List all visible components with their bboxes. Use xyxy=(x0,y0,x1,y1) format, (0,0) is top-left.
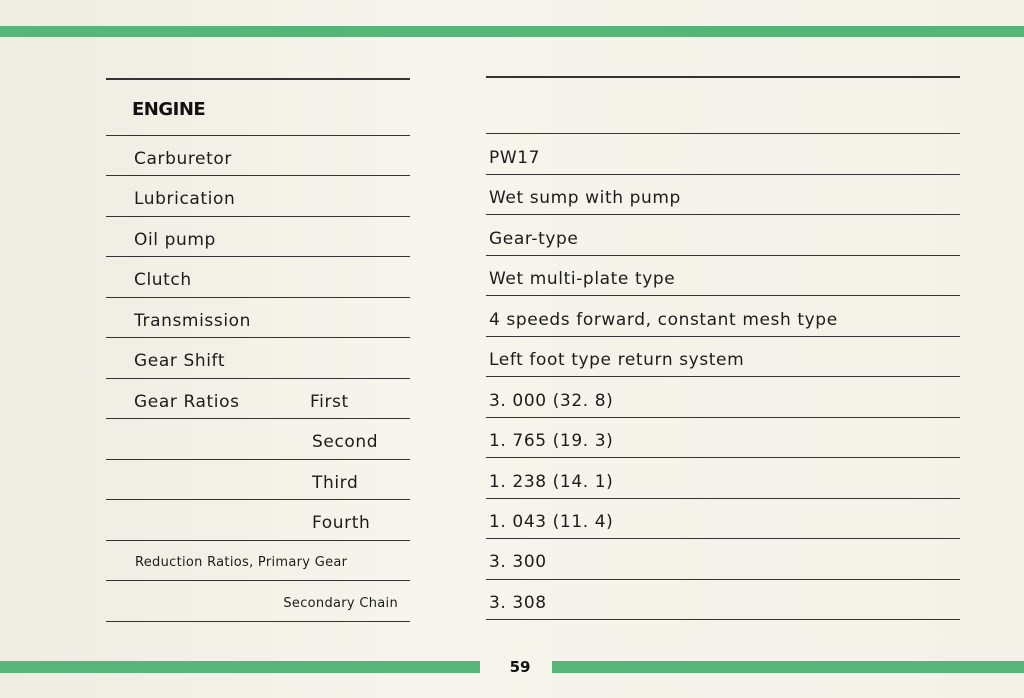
left-rule-13 xyxy=(106,621,410,622)
row-value-third: 1. 238 (14. 1) xyxy=(489,472,614,492)
row-value-primary-gear: 3. 300 xyxy=(489,552,547,572)
row-label-reduction-ratios: Reduction Ratios, Primary Gear xyxy=(135,555,348,570)
left-rule-11 xyxy=(106,540,410,541)
row-value-secondary-chain: 3. 308 xyxy=(489,593,547,613)
row-value-oil-pump: Gear-type xyxy=(489,229,579,249)
row-sub-fourth: Fourth xyxy=(312,513,371,533)
right-rule-5 xyxy=(486,295,960,296)
row-sub-second: Second xyxy=(312,432,379,452)
row-label-gear-shift: Gear Shift xyxy=(134,351,226,371)
row-value-clutch: Wet multi-plate type xyxy=(489,269,676,289)
row-value-transmission: 4 speeds forward, constant mesh type xyxy=(489,310,838,330)
row-value-lubrication: Wet sump with pump xyxy=(489,188,681,208)
row-value-first: 3. 000 (32. 8) xyxy=(489,391,614,411)
left-rule-6 xyxy=(106,337,410,338)
row-label-gear-ratios: Gear Ratios xyxy=(134,392,240,412)
left-rule-4 xyxy=(106,256,410,257)
top-green-band xyxy=(0,26,1024,37)
row-value-gear-shift: Left foot type return system xyxy=(489,350,745,370)
row-value-carburetor: PW17 xyxy=(489,148,541,168)
right-rule-7 xyxy=(486,376,960,377)
right-rule-13 xyxy=(486,619,960,620)
right-rule-2 xyxy=(486,174,960,175)
row-label-clutch: Clutch xyxy=(134,270,192,290)
row-sub-secondary-chain: Secondary Chain xyxy=(283,596,398,611)
left-rule-10 xyxy=(106,499,410,500)
right-rule-12 xyxy=(486,579,960,580)
row-sub-third: Third xyxy=(312,473,359,493)
bottom-green-band-right xyxy=(552,661,1024,673)
left-rule-5 xyxy=(106,297,410,298)
row-label-lubrication: Lubrication xyxy=(134,189,236,209)
left-rule-7 xyxy=(106,378,410,379)
left-header-rule xyxy=(106,78,410,80)
right-header-rule xyxy=(486,76,960,78)
right-rule-3 xyxy=(486,214,960,215)
right-rule-6 xyxy=(486,336,960,337)
left-rule-12 xyxy=(106,580,410,581)
row-label-carburetor: Carburetor xyxy=(134,149,232,169)
right-rule-1 xyxy=(486,133,960,134)
row-label-oil-pump: Oil pump xyxy=(134,230,216,250)
right-rule-4 xyxy=(486,255,960,256)
page-number: 59 xyxy=(509,658,531,676)
right-rule-11 xyxy=(486,538,960,539)
right-rule-8 xyxy=(486,417,960,418)
row-label-transmission: Transmission xyxy=(134,311,252,331)
right-rule-10 xyxy=(486,498,960,499)
left-rule-8 xyxy=(106,418,410,419)
bottom-green-band-left xyxy=(0,661,480,673)
row-value-second: 1. 765 (19. 3) xyxy=(489,431,614,451)
left-rule-3 xyxy=(106,216,410,217)
left-rule-9 xyxy=(106,459,410,460)
left-rule-2 xyxy=(106,175,410,176)
row-sub-first: First xyxy=(310,392,349,412)
left-rule-1 xyxy=(106,135,410,136)
right-rule-9 xyxy=(486,457,960,458)
section-title: ENGINE xyxy=(132,99,206,120)
row-value-fourth: 1. 043 (11. 4) xyxy=(489,512,614,532)
